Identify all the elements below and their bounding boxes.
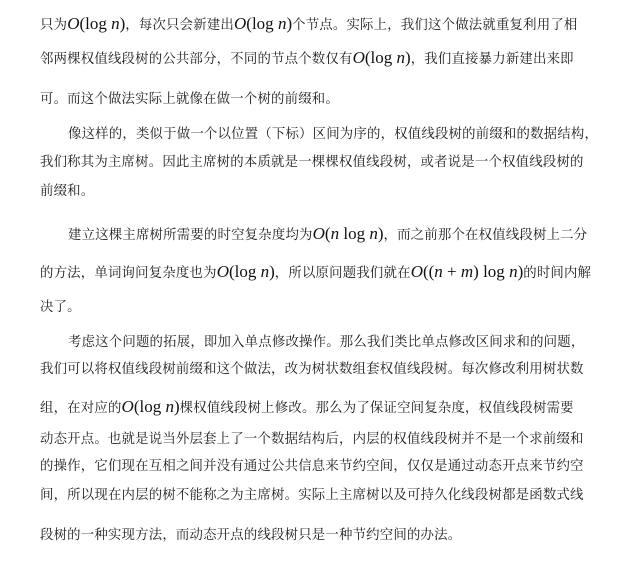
math-symbol: n <box>330 224 340 243</box>
text-line <box>40 360 584 380</box>
math-operator: + <box>442 262 461 281</box>
text-line <box>40 457 584 477</box>
text-line <box>40 90 339 110</box>
text-run: 个节点。实际上，我们这个做法就重复利用了相 <box>292 18 578 33</box>
text-run: ，每次只会新建出 <box>125 18 235 33</box>
math-expression <box>423 262 434 281</box>
math-symbol: O <box>121 397 134 416</box>
text-line <box>40 397 574 419</box>
text-line <box>40 298 81 318</box>
text-run: 的操作，它们现在互相之间并没有通过公共信息来节约空间，仅仅是通过动态开点来节约空 <box>40 459 584 474</box>
math-operator: ) <box>173 397 180 416</box>
math-symbol: n <box>369 224 378 243</box>
text-run: 像这样的，类似于做一个以位置（下标）区间为序的，权值线段树的前缀和的数据结构， <box>68 127 599 142</box>
text-line <box>40 430 584 450</box>
math-expression <box>339 224 369 243</box>
text-line <box>40 486 584 506</box>
text-line <box>40 14 578 36</box>
text-run: 间，所以现在内层的树不能称之为主席树。实际上主席树以及可持久化线段树都是函数式线 <box>40 488 584 503</box>
text-run: ，我们直接暴力新建出来即 <box>410 52 574 67</box>
math-symbol: n <box>277 14 287 33</box>
text-line <box>40 526 461 546</box>
math-operator: ) log <box>473 262 510 281</box>
text-run: 段树的一种实现方法，而动态开点的线段树只是一种节约空间的办法。 <box>40 528 462 543</box>
text-run: ，而之前那个在权值线段树上二分 <box>383 228 588 243</box>
math-symbol: O <box>216 262 229 281</box>
math-expression <box>134 397 166 416</box>
text-run: 我们可以将权值线段树前缀和这个做法，改为树状数组套权值线段树。每次修改利用树状数 <box>40 362 584 377</box>
text-run: 建立这棵主席树所需要的时空复杂度均为 <box>68 228 313 243</box>
math-operator: ) <box>405 48 411 67</box>
math-symbol: n <box>260 262 270 281</box>
math-operator: ) <box>517 262 524 281</box>
text-run: 我们称其为主席树。因此主席树的本质就是一棵棵权值线段树，或者说是一个权值线段树的 <box>40 155 584 170</box>
text-line <box>40 182 94 202</box>
math-expression <box>79 14 111 33</box>
math-operator: (log <box>133 397 166 416</box>
math-symbol: O <box>410 262 423 281</box>
math-operator: log <box>339 224 370 243</box>
math-symbol: O <box>234 14 247 33</box>
math-symbol: m <box>460 262 474 281</box>
text-run: 考虑这个问题的拓展，即加入单点修改操作。那么我们类比单点修改区间求和的问题， <box>68 335 585 350</box>
math-operator: ) <box>119 14 126 33</box>
math-operator: ) <box>377 224 384 243</box>
math-symbol: n <box>165 397 174 416</box>
math-symbol: O <box>312 224 325 243</box>
text-run: 组，在对应的 <box>40 401 122 416</box>
math-operator: ) <box>286 14 293 33</box>
math-symbol: O <box>352 48 365 67</box>
text-run: 可。而这个做法实际上就像在做一个树的前缀和。 <box>40 92 339 107</box>
math-operator: (log <box>364 48 397 67</box>
text-run: 只为 <box>40 18 68 33</box>
math-operator: (log <box>79 14 112 33</box>
math-symbol: n <box>396 48 406 67</box>
math-expression <box>229 262 261 281</box>
math-operator: (log <box>228 262 261 281</box>
text-line <box>40 262 591 284</box>
text-run: 决了。 <box>40 300 81 315</box>
text-run: 邻两棵权值线段树的公共部分，不同的节点个数仅有 <box>40 52 353 67</box>
math-operator: (log <box>246 14 278 33</box>
math-symbol: O <box>67 14 80 33</box>
math-operator: (( <box>422 262 435 281</box>
math-expression <box>443 262 461 281</box>
text-run: 的时间内解 <box>523 266 592 281</box>
math-expression <box>473 262 509 281</box>
text-line <box>68 224 587 246</box>
text-line <box>68 333 584 353</box>
text-run: 前缀和。 <box>40 184 95 199</box>
math-expression <box>246 14 278 33</box>
text-line <box>40 153 584 173</box>
text-run: 的方法，单词询问复杂度也为 <box>40 266 217 281</box>
math-symbol: n <box>509 262 518 281</box>
text-run: ，所以原问题我们就在 <box>274 266 411 281</box>
text-line <box>40 48 574 70</box>
math-symbol: n <box>434 262 443 281</box>
math-expression <box>365 48 397 67</box>
text-line <box>68 125 598 145</box>
math-operator: ) <box>269 262 275 281</box>
math-symbol: n <box>111 14 120 33</box>
text-run: 动态开点。也就是说当外层套上了一个数据结构后，内层的权值线段树并不是一个求前缀和 <box>40 432 584 447</box>
math-operator: ( <box>324 224 331 243</box>
text-run: 棵权值线段树上修改。那么为了保证空间复杂度，权值线段树需要 <box>179 401 574 416</box>
